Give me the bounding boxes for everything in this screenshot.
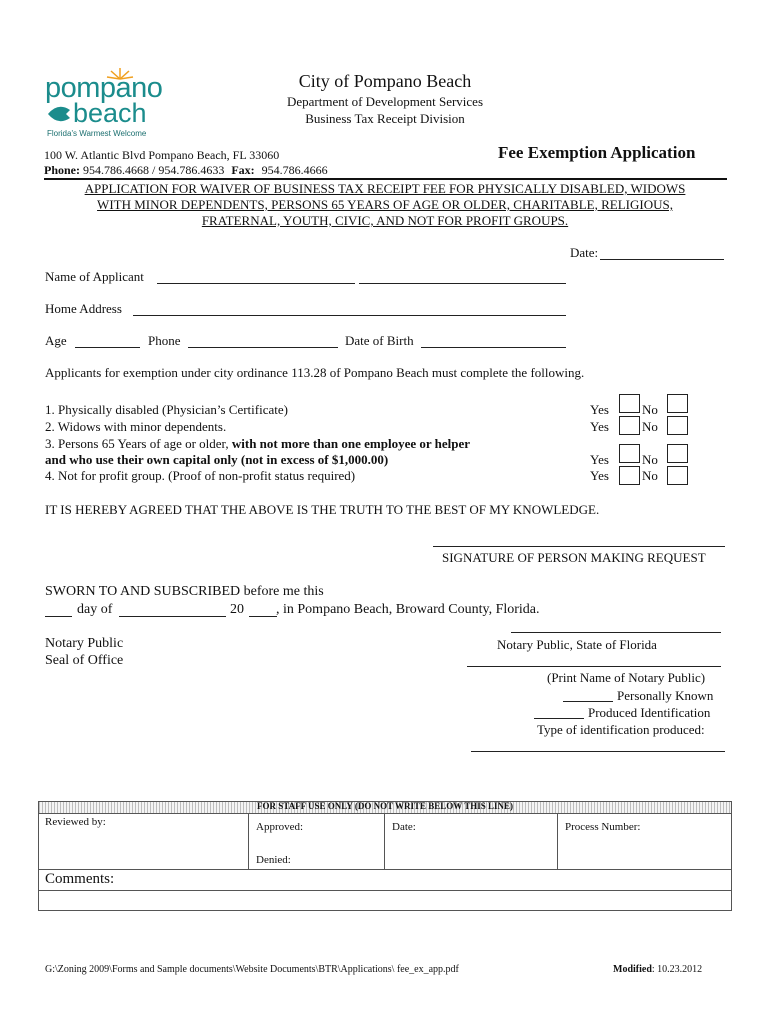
logo-word-beach: beach: [73, 98, 147, 128]
fax-value: 954.786.4666: [261, 163, 328, 177]
staff-header: FOR STAFF USE ONLY (DO NOT WRITE BELOW THIS LINE): [257, 801, 513, 811]
phone-field-label: Phone: [148, 333, 181, 348]
personally-known-field[interactable]: [563, 701, 613, 702]
modified-value: : 10.23.2012: [651, 964, 703, 975]
sworn-year-field[interactable]: [249, 616, 277, 617]
modified-label: Modified: [613, 964, 652, 975]
produced-id-label: Produced Identification: [588, 705, 711, 720]
department: Department of Development Services: [286, 94, 483, 109]
notary-public-label: Notary Public: [45, 636, 124, 651]
dob-field[interactable]: [421, 347, 566, 348]
id-type-label: Type of identification produced:: [537, 722, 705, 737]
dob-label: Date of Birth: [345, 333, 414, 348]
print-name-label: (Print Name of Notary Public): [547, 670, 706, 685]
sworn-day-field[interactable]: [45, 616, 72, 617]
no-checkbox-2[interactable]: [667, 416, 688, 435]
sworn-place: , in Pompano Beach, Broward County, Florida.: [276, 602, 540, 617]
name-first-field[interactable]: [157, 283, 355, 284]
contact-line: [44, 163, 328, 178]
date-field[interactable]: [600, 259, 724, 260]
instructions: Applicants for exemption under city ordinance 113.28 of Pompano Beach must complete the following.: [45, 365, 585, 380]
home-address-label: Home Address: [45, 301, 122, 316]
address: 100 W. Atlantic Blvd Pompano Beach, FL 33060: [44, 148, 280, 162]
age-field[interactable]: [75, 347, 140, 348]
no-label-4: No: [642, 468, 658, 483]
logo-word-pompano: pompano: [45, 72, 163, 104]
sworn-day-of: day of: [77, 602, 113, 617]
item-3-text: 3. Persons 65 Years of age or older,: [45, 436, 229, 451]
signature-field[interactable]: [433, 546, 725, 547]
reviewed-label: Reviewed by:: [45, 816, 106, 828]
logo-tagline: Florida's Warmest Welcome: [47, 129, 147, 138]
notary-state-label: Notary Public, State of Florida: [497, 637, 657, 652]
item-1: 1. Physically disabled (Physician’s Certificate): [45, 402, 288, 417]
yes-label-2: Yes: [590, 419, 609, 434]
phone-label: Phone:: [44, 163, 80, 177]
process-cell: [557, 813, 558, 870]
fax-label: Fax:: [231, 163, 255, 177]
name-last-field[interactable]: [359, 283, 566, 284]
no-label-2: No: [642, 419, 658, 434]
home-address-field[interactable]: [133, 315, 566, 316]
item-3-bold: with not more than one employee or helper: [231, 436, 471, 451]
header-divider: [44, 178, 727, 180]
denied-label: Denied:: [256, 854, 291, 866]
notary-print-field[interactable]: [467, 666, 721, 667]
process-number-label: Process Number:: [565, 821, 641, 833]
date-cell: [384, 813, 385, 870]
intro-line-2: WITH MINOR DEPENDENTS, PERSONS 65 YEARS OF AGE OR OLDER, CHARITABLE, RELIGIOUS,: [97, 197, 673, 212]
file-path: G:\Zoning 2009\Forms and Sample documents\Website Documents\BTR\Applications\ fee_ex_app.pdf: [45, 964, 459, 975]
no-label-3: No: [642, 452, 658, 467]
yes-checkbox-3[interactable]: [619, 444, 640, 463]
item-4: 4. Not for profit group. (Proof of non-profit status required): [45, 468, 356, 483]
yes-checkbox-2[interactable]: [619, 416, 640, 435]
item-3: [45, 436, 470, 452]
yes-label-4: Yes: [590, 468, 609, 483]
phone-field[interactable]: [188, 347, 338, 348]
notary-signature-field[interactable]: [511, 632, 721, 633]
seal-label: Seal of Office: [45, 653, 124, 668]
comments-label: Comments:: [45, 871, 115, 887]
staff-table: [38, 801, 732, 911]
name-label: Name of Applicant: [45, 269, 144, 284]
personally-known-label: Personally Known: [617, 688, 714, 703]
produced-id-field[interactable]: [534, 718, 584, 719]
intro-line-1: APPLICATION FOR WAIVER OF BUSINESS TAX RECEIPT FEE FOR PHYSICALLY DISABLED, WIDOWS: [84, 181, 686, 196]
phone-value: 954.786.4668 / 954.786.4633: [83, 163, 225, 177]
no-label-1: No: [642, 402, 658, 417]
sworn-year-prefix: 20: [230, 602, 244, 617]
age-label: Age: [45, 333, 67, 348]
yes-label-3: Yes: [590, 452, 609, 467]
intro-line-3: FRATERNAL, YOUTH, CIVIC, AND NOT FOR PROFIT GROUPS.: [201, 213, 569, 228]
signature-label: SIGNATURE OF PERSON MAKING REQUEST: [442, 550, 706, 565]
comments-top-rule: [38, 869, 732, 870]
sworn-month-field[interactable]: [119, 616, 226, 617]
comments-mid-rule: [38, 890, 732, 891]
approved-cell: [248, 813, 249, 870]
item-2: 2. Widows with minor dependents.: [45, 419, 227, 434]
no-checkbox-3[interactable]: [667, 444, 688, 463]
yes-label-1: Yes: [590, 402, 609, 417]
item-3-cont: and who use their own capital only (not in excess of $1,000.00): [45, 452, 389, 467]
yes-checkbox-4[interactable]: [619, 466, 640, 485]
id-type-field[interactable]: [471, 751, 725, 752]
modified: [613, 964, 702, 975]
approved-label: Approved:: [256, 821, 304, 833]
form-title: Fee Exemption Application: [498, 143, 696, 162]
division: Business Tax Receipt Division: [305, 111, 465, 126]
sworn-line-1: SWORN TO AND SUBSCRIBED before me this: [45, 584, 324, 599]
no-checkbox-4[interactable]: [667, 466, 688, 485]
no-checkbox-1[interactable]: [667, 394, 688, 413]
staff-date-label: Date:: [392, 821, 416, 833]
city-title: City of Pompano Beach: [298, 71, 472, 91]
date-label: Date:: [570, 245, 599, 260]
agreement: IT IS HEREBY AGREED THAT THE ABOVE IS THE TRUTH TO THE BEST OF MY KNOWLEDGE.: [45, 502, 600, 517]
yes-checkbox-1[interactable]: [619, 394, 640, 413]
